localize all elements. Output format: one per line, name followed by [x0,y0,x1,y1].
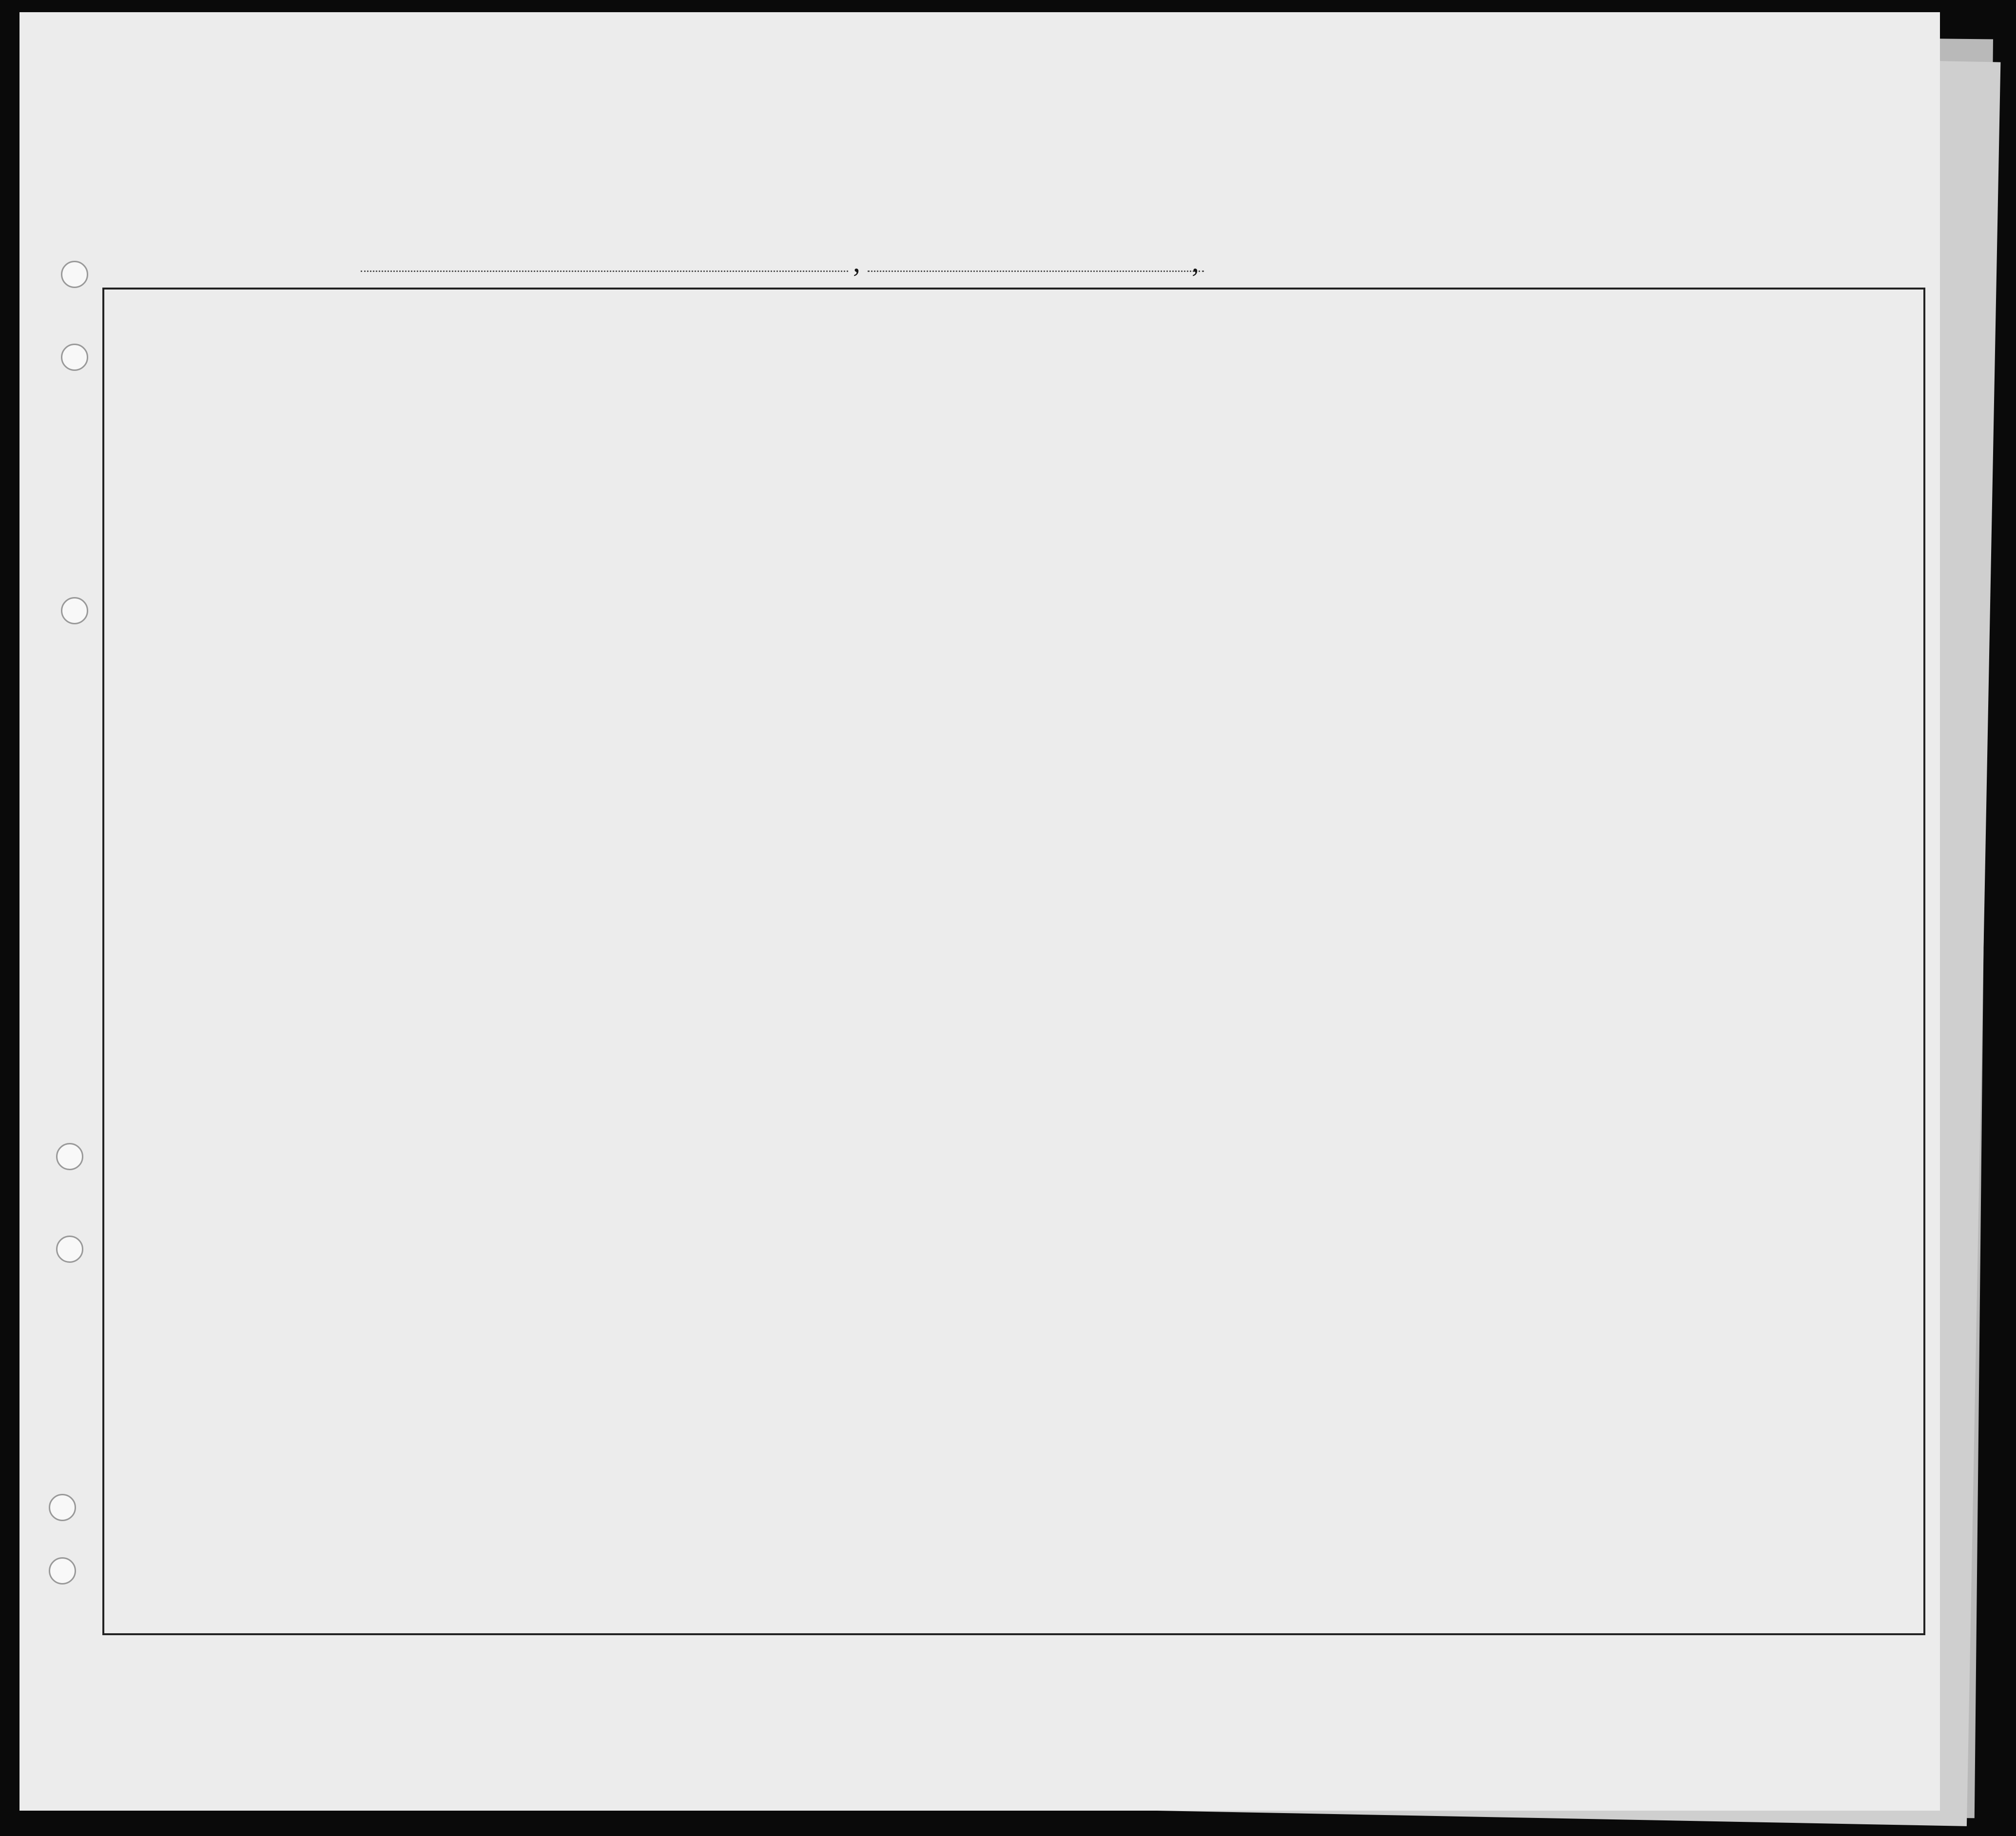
date-dotted-line [868,271,1204,272]
comma-2: , [1192,246,1199,278]
binder-hole [61,261,88,288]
port-dotted-line [361,271,848,272]
binder-hole [61,344,88,371]
binder-hole [56,1143,83,1170]
binder-hole [49,1557,76,1585]
binder-hole [56,1236,83,1263]
comma-1: , [853,246,860,278]
manifest-table [102,288,1925,1635]
binder-hole [49,1494,76,1521]
manifest-page [19,12,1940,1811]
binder-hole [61,597,88,624]
